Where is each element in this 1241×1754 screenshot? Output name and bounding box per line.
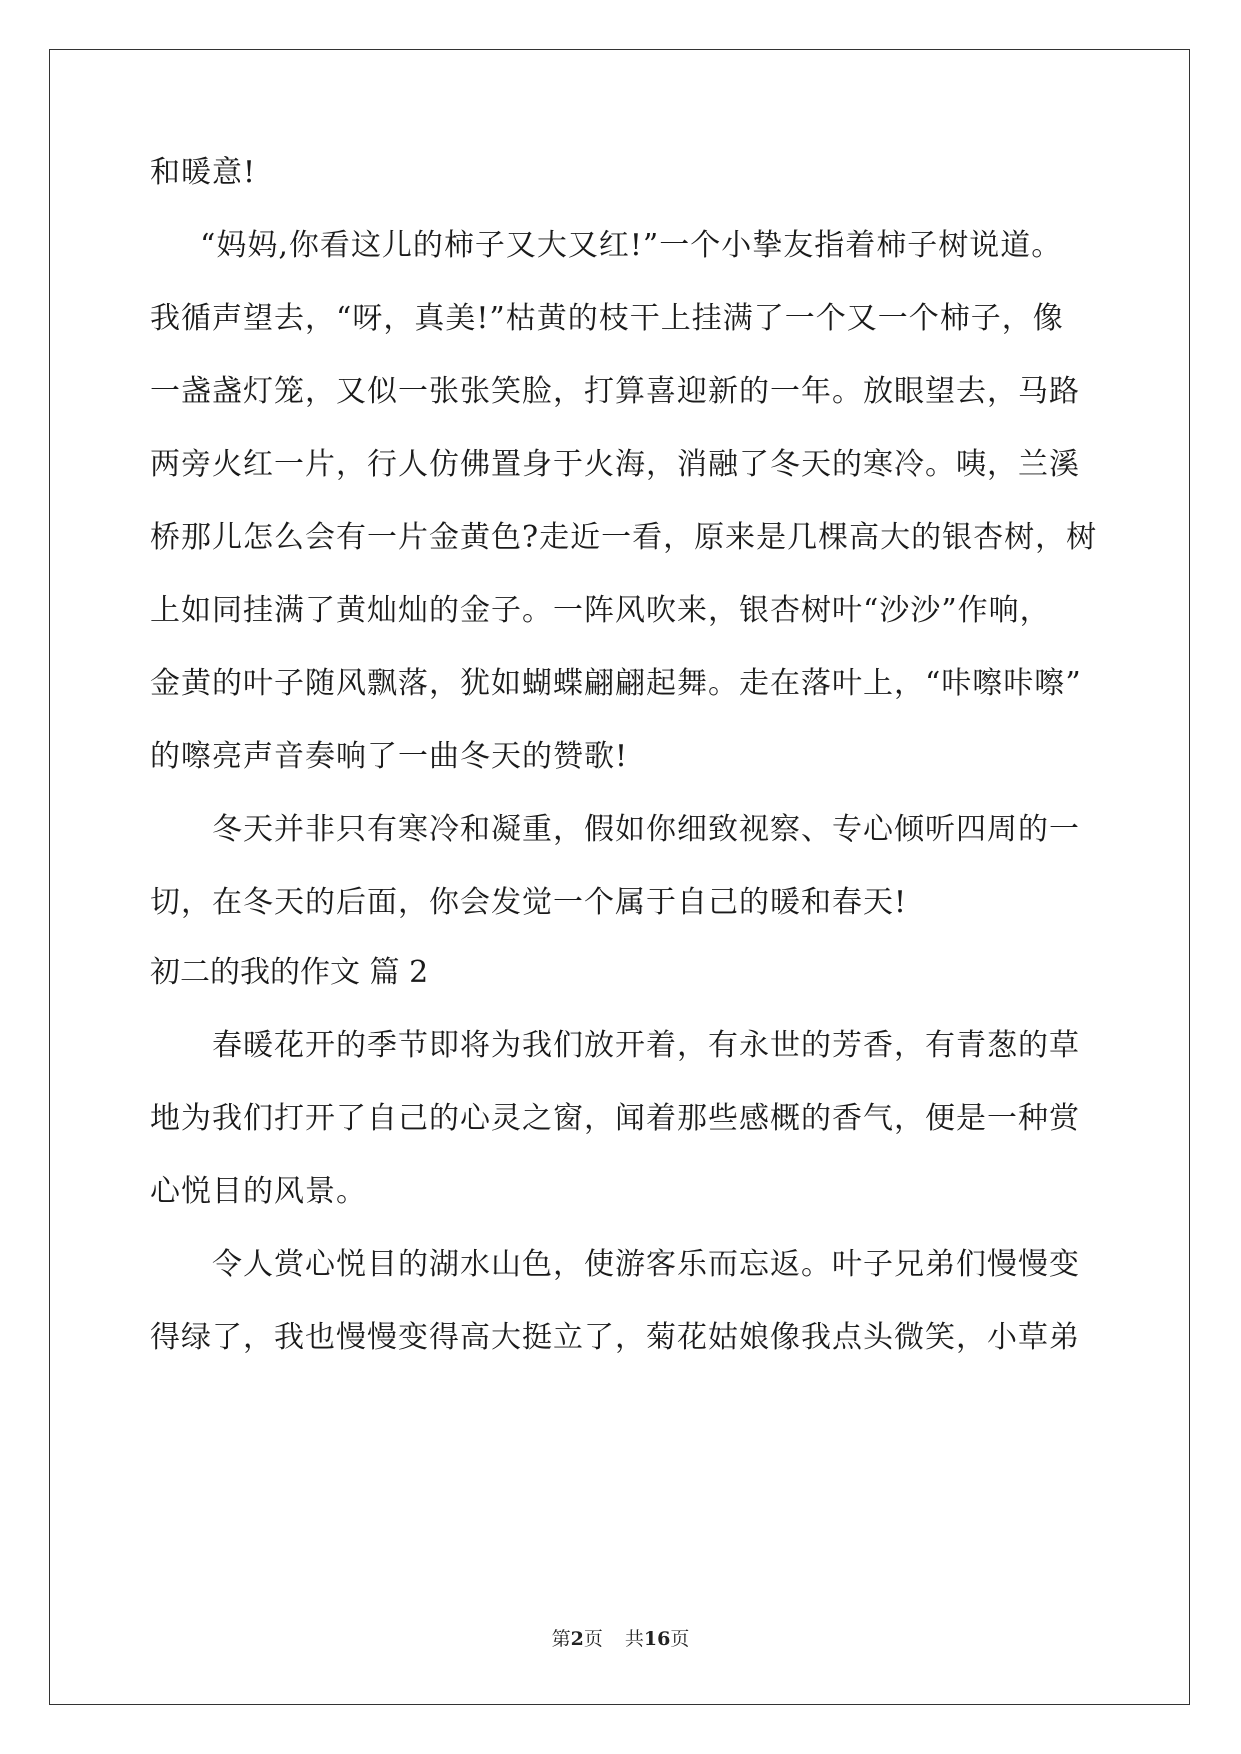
text-line: “妈妈,你看这儿的柿子又大又红!”一个小挚友指着柿子树说道。 <box>200 228 1063 263</box>
text-line: 上如同挂满了黄灿灿的金子。一阵风吹来，银杏树叶“沙沙”作响， <box>150 593 1051 628</box>
text-line: 桥那儿怎么会有一片金黄色?走近一看，原来是几棵高大的银杏树，树 <box>150 520 1098 555</box>
page-border <box>49 49 1190 1705</box>
text-line: 得绿了，我也慢慢变得高大挺立了，菊花姑娘像我点头微笑，小草弟 <box>150 1320 1080 1355</box>
text-line: 切，在冬天的后面，你会发觉一个属于自己的暖和春天! <box>150 885 908 920</box>
text-line: 心悦目的风景。 <box>150 1174 367 1209</box>
text-line: 金黄的叶子随风飘落，犹如蝴蝶翩翩起舞。走在落叶上，“咔嚓咔嚓” <box>150 666 1082 701</box>
total-pages: 16 <box>643 1628 671 1650</box>
text-line: 冬天并非只有寒冷和凝重，假如你细致视察、专心倾听四周的一 <box>212 812 1080 847</box>
page-footer <box>0 1626 1241 1652</box>
total-prefix: 共 <box>624 1628 644 1650</box>
text-line: 春暖花开的季节即将为我们放开着，有永世的芳香，有青葱的草 <box>212 1028 1080 1063</box>
total-suffix: 页 <box>670 1628 690 1650</box>
text-line: 的嚓亮声音奏响了一曲冬天的赞歌! <box>150 739 629 774</box>
text-line: 两旁火红一片，行人仿佛置身于火海，消融了冬天的寒冷。咦，兰溪 <box>150 447 1080 482</box>
text-line: 我循声望去，“呀，真美!”枯黄的枝干上挂满了一个又一个柿子，像 <box>150 301 1064 336</box>
section-heading: 初二的我的作文 篇 2 <box>150 955 429 990</box>
text-line: 地为我们打开了自己的心灵之窗，闻着那些感概的香气，便是一种赏 <box>150 1101 1080 1136</box>
text-line: 一盏盏灯笼，又似一张张笑脸，打算喜迎新的一年。放眼望去，马路 <box>150 374 1080 409</box>
text-line: 和暖意! <box>150 155 257 190</box>
page-suffix: 页 <box>583 1628 603 1650</box>
text-line: 令人赏心悦目的湖水山色，使游客乐而忘返。叶子兄弟们慢慢变 <box>212 1247 1080 1282</box>
page-prefix: 第 <box>551 1628 571 1650</box>
page-number: 2 <box>570 1628 584 1650</box>
